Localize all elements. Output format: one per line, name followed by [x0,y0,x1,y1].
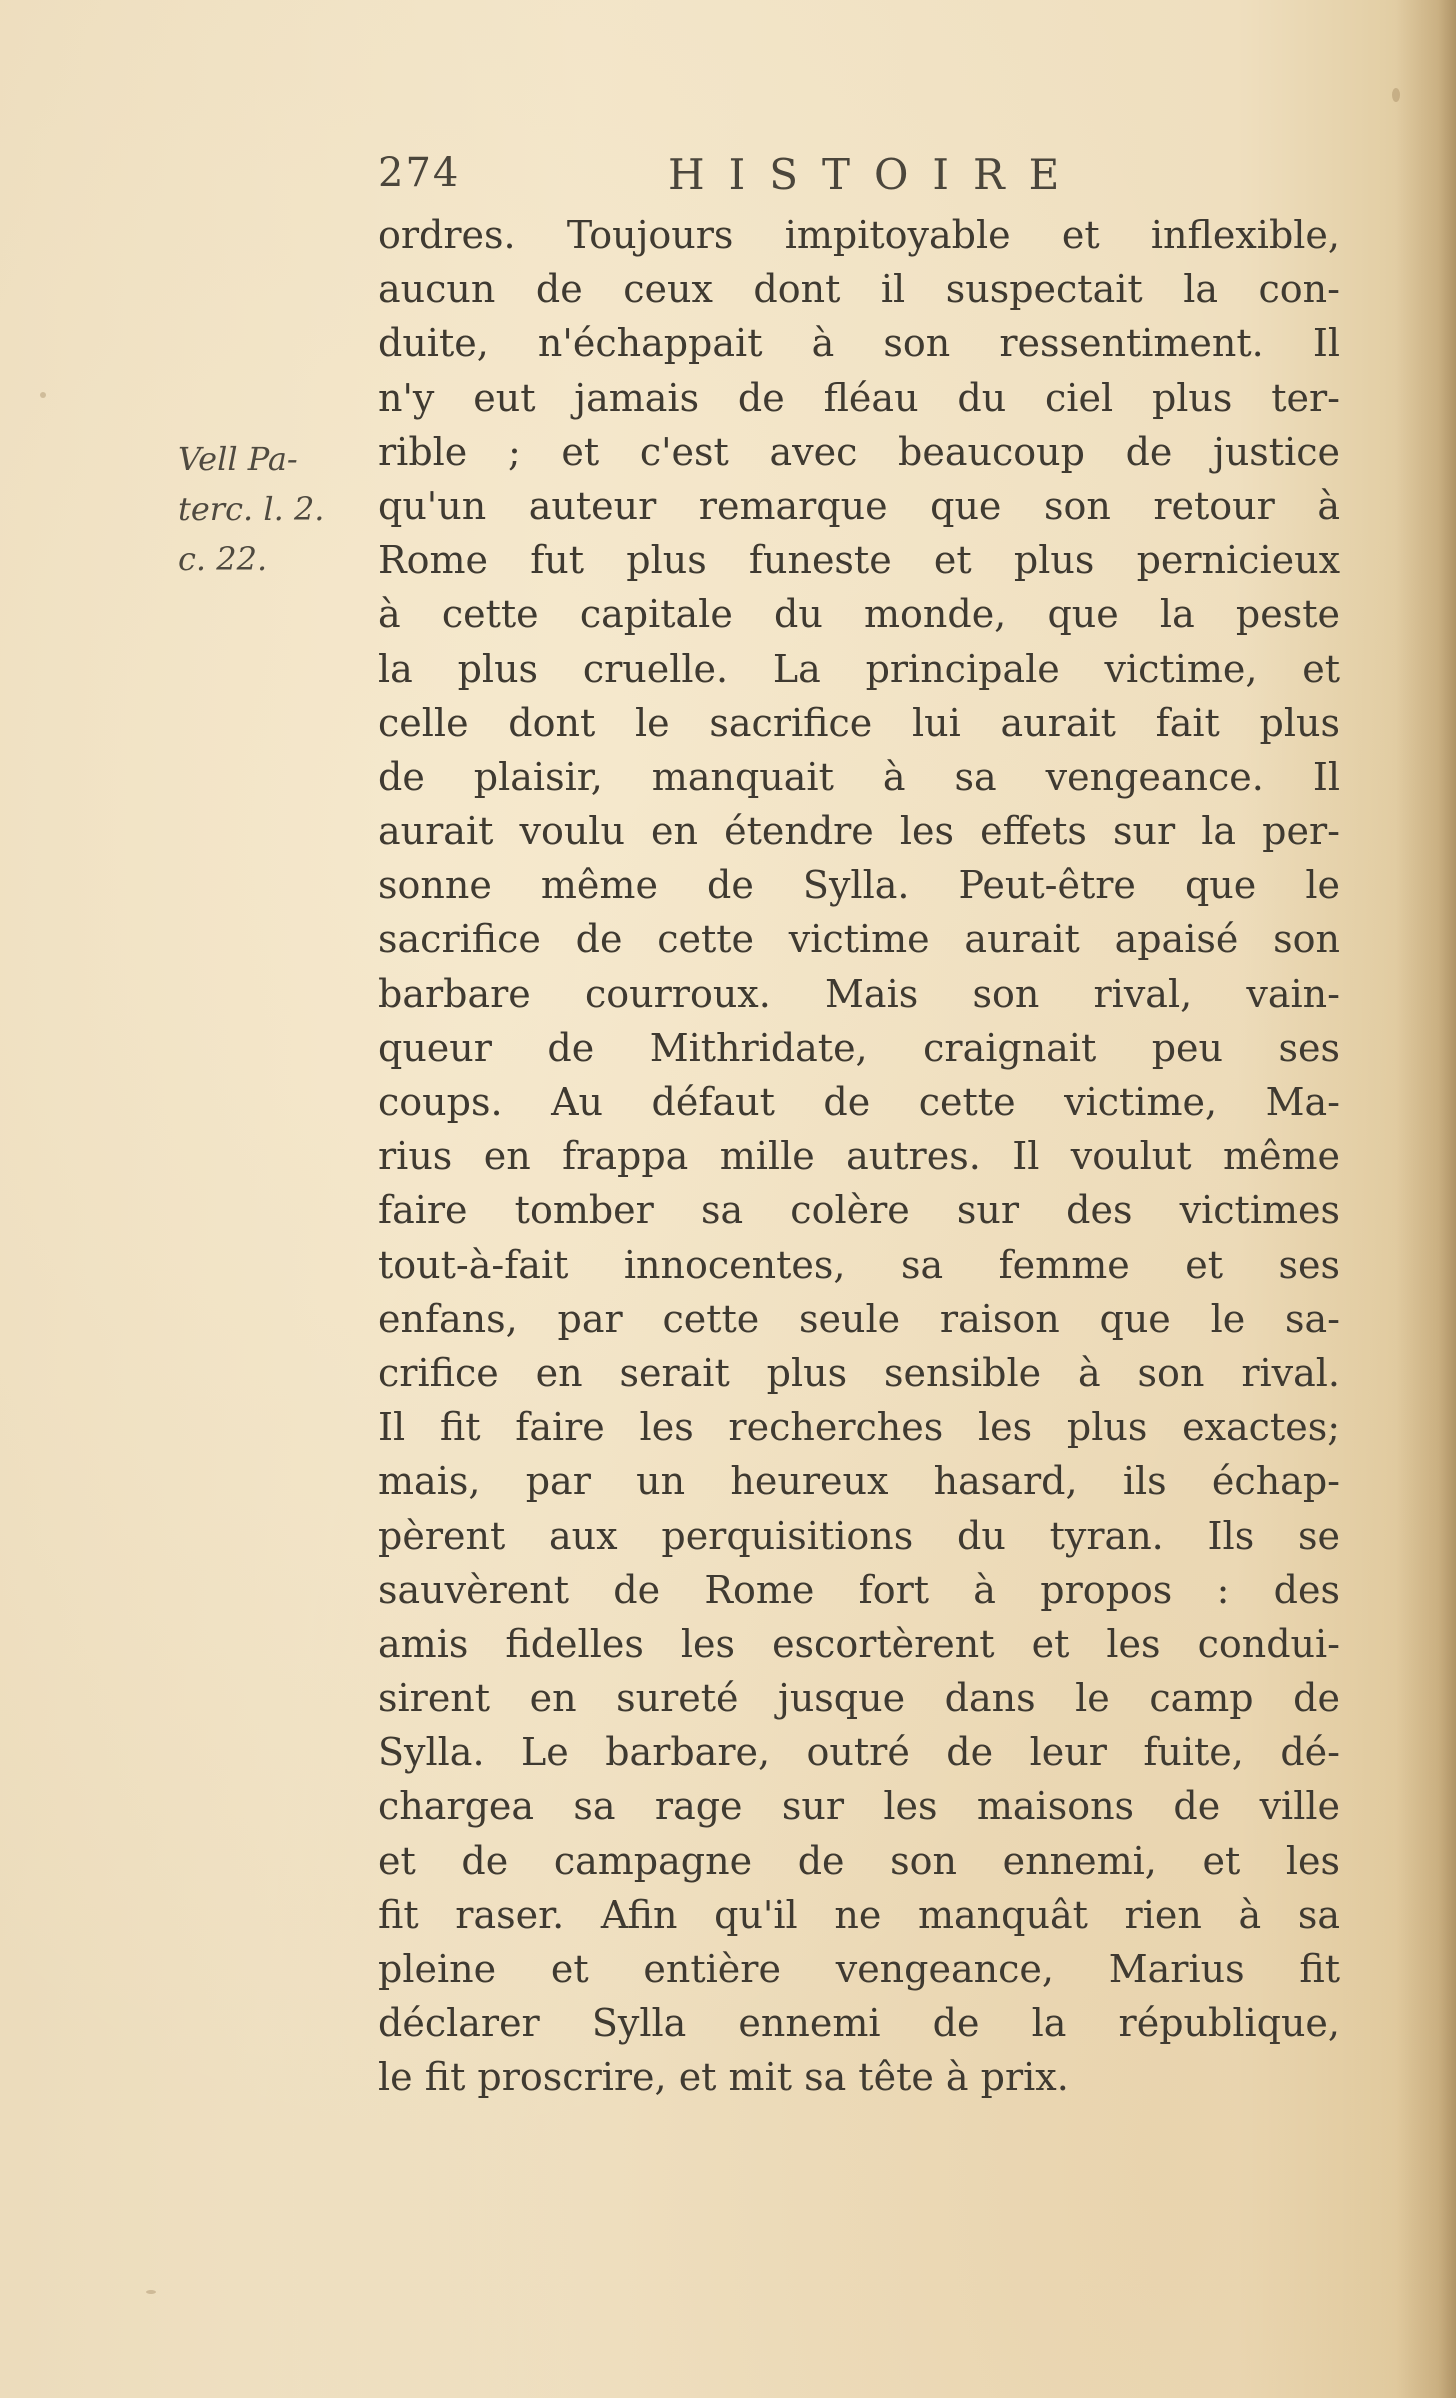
text-line: duite, n'échappait à son ressentiment. Il [378,321,1340,366]
text-line: sauvèrent de Rome fort à propos : des [378,1567,1340,1612]
text-line: rius en frappa mille autres. Il voulut même [378,1134,1340,1179]
margin-citation-line: Vell Pa- [178,440,298,478]
text-line: coups. Au défaut de cette victime, Ma- [378,1080,1340,1124]
text-line: Sylla. Le barbare, outré de leur fuite, dé- [378,1730,1340,1775]
text-line: la plus cruelle. La principale victime, et [378,646,1340,691]
text-line: à cette capitale du monde, que la peste [378,592,1340,637]
text-line: sacrifice de cette victime aurait apaisé son [378,917,1340,962]
text-line: crifice en serait plus sensible à son rival. [378,1350,1340,1395]
text-line: qu'un auteur remarque que son retour à [378,483,1340,528]
text-line: sirent en sureté jusque dans le camp de [378,1676,1340,1721]
text-line: pleine et entière vengeance, Marius fit [378,1947,1340,1991]
page-number: 274 [378,150,461,196]
text-line: déclarer Sylla ennemi de la république, [378,2001,1340,2046]
text-line: celle dont le sacrifice lui aurait fait plus [378,700,1340,745]
text-line: enfans, par cette seule raison que le sa- [378,1296,1340,1341]
text-line: ordres. Toujours impitoyable et inflexible, [378,213,1340,257]
margin-citation [178,434,358,584]
text-line: sonne même de Sylla. Peut-être que le [378,863,1340,908]
text-line: Rome fut plus funeste et plus pernicieux [378,538,1340,583]
text-line: queur de Mithridate, craignait peu ses [378,1025,1340,1070]
text-line: tout-à-fait innocentes, sa femme et ses [378,1242,1340,1287]
text-line: chargea sa rage sur les maisons de ville [378,1784,1340,1829]
paper-spot [146,2290,156,2294]
margin-citation-line: c. 22. [178,540,268,578]
text-line: barbare courroux. Mais son rival, vain- [378,971,1340,1016]
text-line: de plaisir, manquait à sa vengeance. Il [378,754,1340,799]
text-line: rible ; et c'est avec beaucoup de justice [378,429,1340,474]
running-title: HISTOIRE [668,150,1084,199]
text-line: et de campagne de son ennemi, et les [378,1838,1340,1883]
text-line: faire tomber sa colère sur des victimes [378,1188,1340,1233]
text-line: aurait voulu en étendre les effets sur la per- [378,809,1340,854]
page-header [378,150,1138,206]
margin-citation-line: terc. l. 2. [178,490,325,528]
text-line: aucun de ceux dont il suspectait la con- [378,267,1340,312]
text-line: le fit proscrire, et mit sa tête à prix. [378,2055,1069,2100]
text-line: Il fit faire les recherches les plus exactes; [378,1405,1340,1450]
paper-spot [40,392,46,398]
text-line: mais, par un heureux hasard, ils échap- [378,1459,1340,1504]
body-text [378,208,1340,2105]
paper-spot [1392,88,1400,102]
text-line: fit raser. Afin qu'il ne manquât rien à sa [378,1892,1340,1937]
text-line: n'y eut jamais de fléau du ciel plus ter- [378,375,1340,420]
text-line: pèrent aux perquisitions du tyran. Ils se [378,1513,1340,1558]
text-line: amis fidelles les escortèrent et les condui- [378,1621,1340,1666]
page-edge-shadow [1396,0,1456,2398]
